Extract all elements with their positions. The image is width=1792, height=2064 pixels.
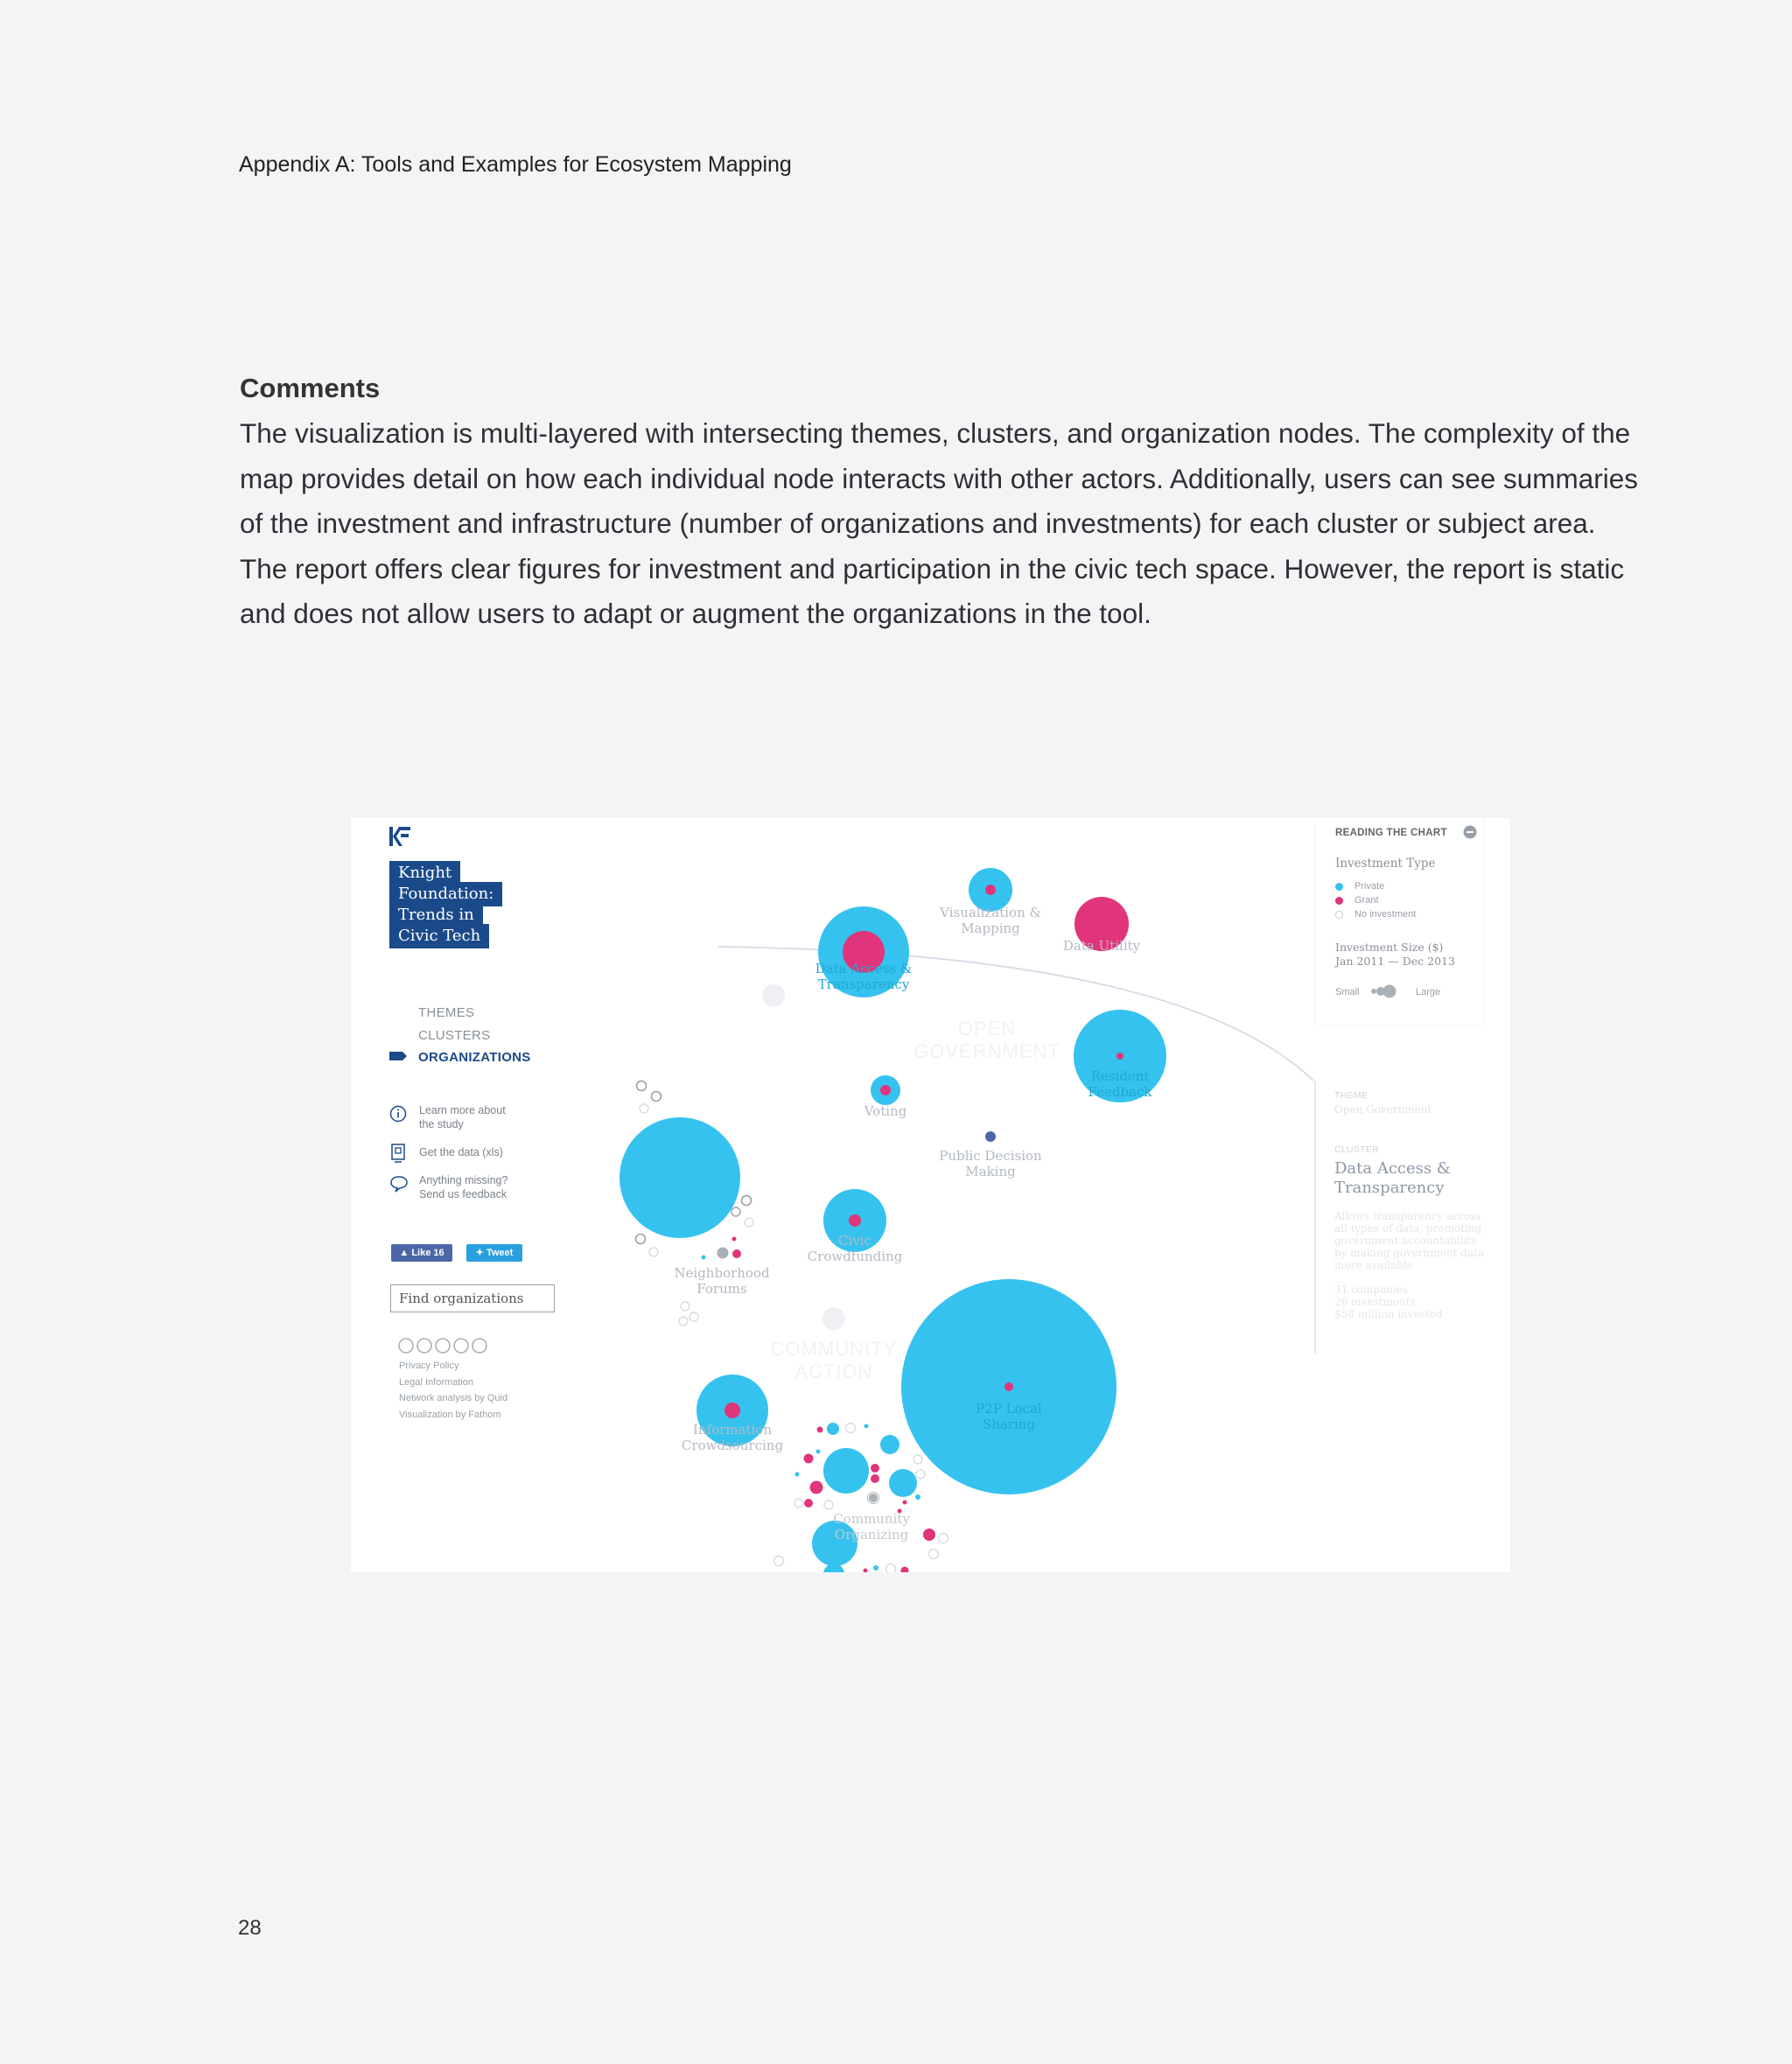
learn-more-line-1: Learn more about — [419, 1104, 506, 1116]
legend-private-dot — [1335, 883, 1343, 891]
label-resident-feedback: Resident Feedback — [1088, 1068, 1152, 1100]
legend-large: Large — [1416, 987, 1441, 997]
detail-divider — [1314, 1081, 1316, 1354]
like-icon: ▲ — [399, 1248, 410, 1258]
like-label: Like 16 — [411, 1248, 444, 1258]
legend-no-investment-dot — [1335, 911, 1343, 919]
tweet-label: Tweet — [486, 1248, 514, 1258]
detail-investments: 26 investments — [1334, 1296, 1416, 1308]
get-data-label: Get the data (xls) — [419, 1146, 503, 1158]
p2p-grant-dot — [1004, 1382, 1013, 1391]
legend-date-range: Jan 2011 — Dec 2013 — [1335, 955, 1455, 968]
learn-more-line-2: the study — [419, 1118, 464, 1130]
label-voting: Voting — [864, 1103, 907, 1119]
voting-grant-dot — [880, 1085, 891, 1095]
comments-paragraph: The visualization is multi-layered with intersecting themes, clusters, and organization nodes. The complexity of the map provides detail on how each individual node interacts with other actors. Additionally, users can see summaries of the investment and infrastructure (number of organizations and investments) for each cluster or subject area. The report offers clear figures for investment and participation in the civic tech space. However, the report is static and does not allow users to adapt or augment the organizations in the tool. — [240, 417, 1639, 630]
info-crowdsourcing-grant-dot — [724, 1403, 740, 1418]
legend-investment-size: Investment Size ($) — [1335, 941, 1444, 954]
open-gov-theme-marker — [762, 984, 785, 1007]
twitter-bird-icon: ✦ — [475, 1248, 484, 1258]
nav-organizations[interactable]: ORGANIZATIONS — [418, 1050, 531, 1065]
visualization-credit[interactable]: Visualization by Fathom — [399, 1409, 501, 1420]
label-p2p-local-sharing: P2P Local Sharing — [976, 1401, 1042, 1432]
label-neighborhood-forums: Neighborhood Forums — [674, 1265, 770, 1297]
nav-themes[interactable]: THEMES — [418, 1005, 475, 1020]
detail-cluster-caption: CLUSTER — [1334, 1144, 1380, 1155]
reading-the-chart-panel — [1316, 818, 1482, 1025]
visualization-grant-dot — [985, 885, 996, 895]
label-data-access: Data Access & Transparency — [815, 961, 913, 992]
nav-clusters[interactable]: CLUSTERS — [418, 1028, 491, 1043]
detail-cluster-title: Data Access & Transparency — [1334, 1159, 1451, 1197]
legend-grant: Grant — [1354, 895, 1379, 906]
title-line-3: Trends in — [389, 903, 483, 927]
detail-theme-value: Open Government — [1334, 1103, 1432, 1116]
feedback-line-1: Anything missing? — [419, 1174, 508, 1186]
civic-crowdfunding-grant-dot — [849, 1214, 861, 1227]
title-line-1: Knight — [389, 861, 460, 885]
find-organizations-input[interactable]: Find organizations — [390, 1284, 555, 1312]
legend-private: Private — [1354, 881, 1385, 892]
civic-tech-visualization-screenshot — [351, 818, 1510, 1572]
resident-feedback-grant-dot — [1116, 1053, 1124, 1060]
public-decision-node[interactable] — [985, 1131, 996, 1142]
detail-companies: 31 companies — [1334, 1284, 1409, 1296]
comments-heading: Comments — [240, 373, 381, 403]
label-visualization-mapping: Visualization & Mapping — [940, 905, 1041, 936]
feedback-line-2: Send us feedback — [419, 1188, 508, 1200]
legend-investment-type: Investment Type — [1335, 857, 1436, 871]
theme-label-community-action: COMMUNITY ACTION — [770, 1338, 898, 1382]
legal-information-link[interactable]: Legal Information — [399, 1376, 473, 1388]
page-number: 28 — [238, 1916, 262, 1940]
neighborhood-large-node[interactable] — [620, 1117, 740, 1238]
collapse-icon[interactable] — [1463, 825, 1477, 839]
legend-grant-dot — [1335, 897, 1343, 905]
label-data-utility: Data Utility — [1062, 938, 1141, 954]
label-civic-crowdfunding: Civic Crowdfunding — [807, 1233, 903, 1264]
legend-small: Small — [1335, 987, 1360, 997]
legend-no-investment: No investment — [1354, 909, 1417, 920]
theme-label-open-government: OPEN GOVERNMENT — [914, 1018, 1060, 1062]
title-line-2: Foundation: — [389, 882, 502, 906]
community-theme-marker — [822, 1307, 845, 1330]
label-public-decision-making: Public Decision Making — [939, 1148, 1042, 1179]
detail-description: Allows transparency across all types of data, promoting government accountability by making government data more available — [1334, 1210, 1485, 1271]
page-header: Appendix A: Tools and Examples for Ecosystem Mapping — [239, 152, 792, 177]
label-information-crowdsourcing: Information Crowdsourcing — [681, 1422, 784, 1453]
detail-amount-invested: $58 million invested — [1334, 1308, 1443, 1320]
title-line-4: Civic Tech — [389, 924, 489, 948]
size-scale-icon — [1370, 983, 1396, 999]
legend-heading: READING THE CHART — [1335, 828, 1447, 838]
detail-theme-caption: THEME — [1334, 1090, 1368, 1101]
privacy-policy-link[interactable]: Privacy Policy — [399, 1361, 459, 1371]
network-analysis-credit[interactable]: Network analysis by Quid — [399, 1393, 508, 1403]
label-community-organizing: Community Organizing — [833, 1511, 910, 1543]
